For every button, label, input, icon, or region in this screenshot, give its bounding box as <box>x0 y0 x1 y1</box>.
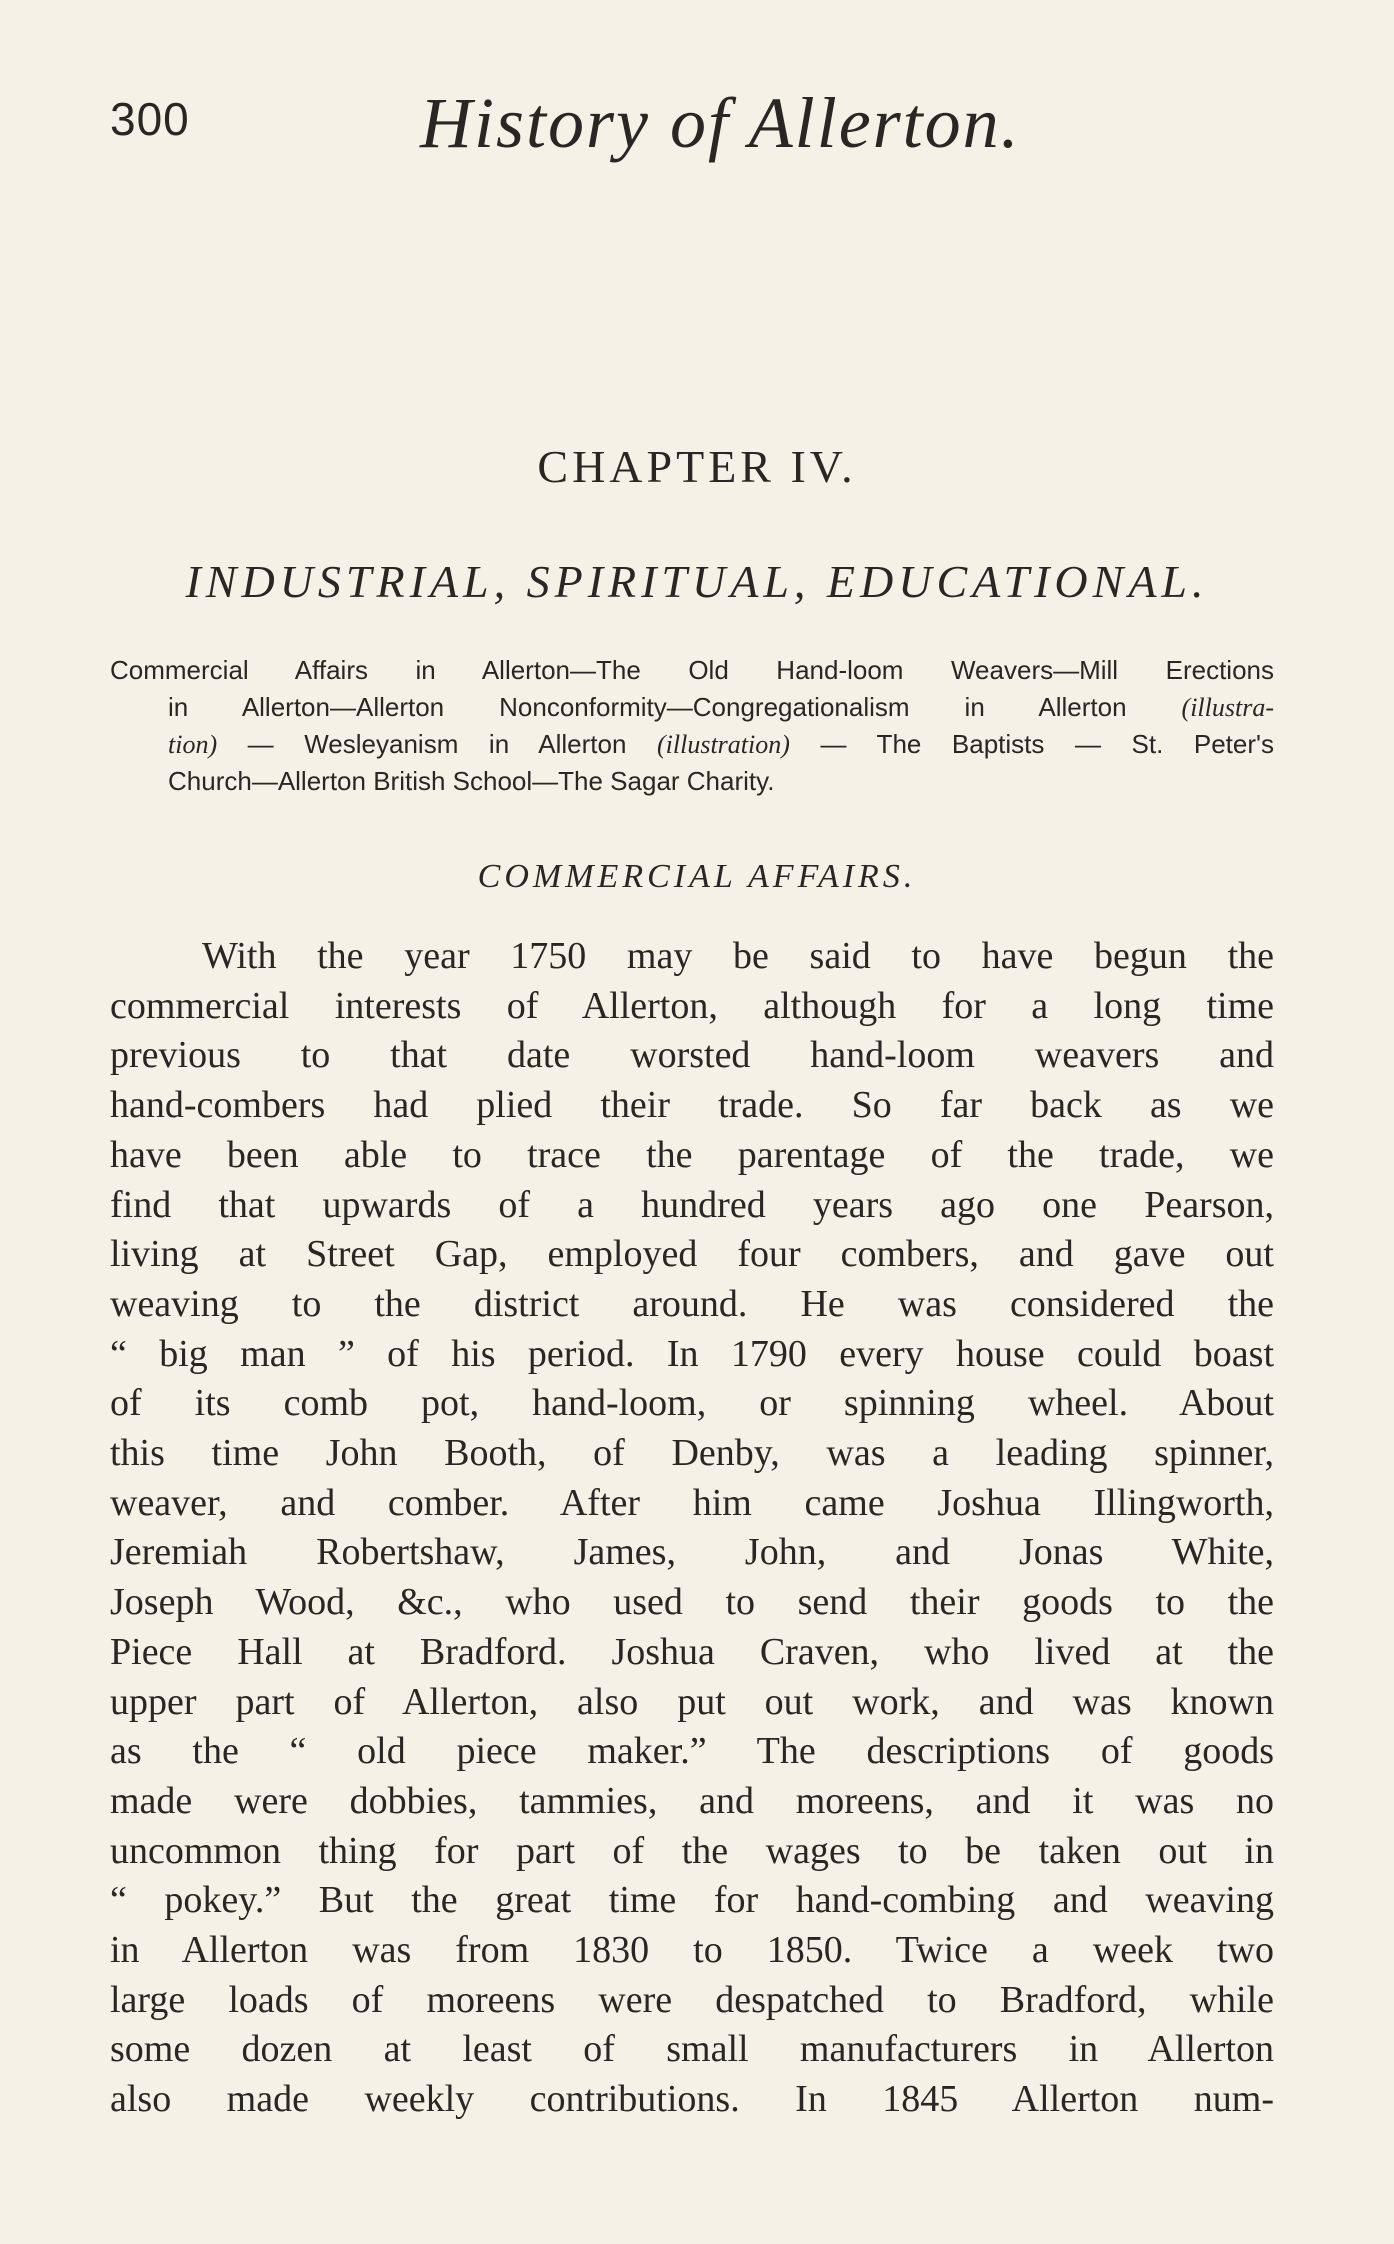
body-line: weaving to the district around. He was considered the <box>110 1282 1274 1325</box>
body-line: “ pokey.” But the great time for hand-combing and weaving <box>110 1879 1274 1922</box>
chapter-title: INDUSTRIAL, SPIRITUAL, EDUCATIONAL. <box>185 556 1209 607</box>
body-line: also made weekly contributions. In 1845 Allerton num- <box>110 2078 1274 2121</box>
running-title: History of Allerton. <box>420 83 1021 163</box>
body-line: in Allerton was from 1830 to 1850. Twice a week two <box>110 1929 1274 1972</box>
body-line: made were dobbies, tammies, and moreens, and it was no <box>110 1779 1274 1822</box>
chapter-synopsis <box>110 652 1274 800</box>
body-line: hand-combers had plied their trade. So far back as we <box>110 1084 1274 1127</box>
body-line: uncommon thing for part of the wages to be taken out in <box>110 1829 1274 1872</box>
synopsis-line-3-text-a: — Wesleyanism in Allerton <box>217 729 657 759</box>
synopsis-line-2-italic: (illustra- <box>1181 693 1274 722</box>
body-line: living at Street Gap, employed four combers, and gave out <box>110 1233 1274 1276</box>
synopsis-line-3-italic-b: (illustration) <box>657 730 790 759</box>
body-line: With the year 1750 may be said to have begun the <box>202 935 1274 977</box>
body-line: Jeremiah Robertshaw, James, John, and Jonas White, <box>110 1531 1274 1574</box>
body-line: weaver, and comber. After him came Joshua Illingworth, <box>110 1481 1274 1524</box>
section-heading: COMMERCIAL AFFAIRS. <box>477 858 917 895</box>
synopsis-line-4: Church—Allerton British School—The Sagar Charity. <box>168 766 775 796</box>
body-line: “ big man ” of his period. In 1790 every house could boast <box>110 1332 1274 1375</box>
synopsis-line-3 <box>110 726 1274 763</box>
body-line: this time John Booth, of Denby, was a leading spinner, <box>110 1432 1274 1475</box>
chapter-number: CHAPTER IV. <box>537 441 857 492</box>
synopsis-line-2 <box>110 689 1274 726</box>
body-line: some dozen at least of small manufacturers in Allerton <box>110 2028 1274 2071</box>
body-line: have been able to trace the parentage of the trade, we <box>110 1133 1274 1176</box>
synopsis-line-1: Commercial Affairs in Allerton—The Old Hand-loom Weavers—Mill Erections <box>110 655 1274 685</box>
body-line: large loads of moreens were despatched to Bradford, while <box>110 1978 1274 2021</box>
body-line: previous to that date worsted hand-loom weavers and <box>110 1034 1274 1077</box>
body-line: of its comb pot, hand-loom, or spinning wheel. About <box>110 1382 1274 1425</box>
body-paragraph <box>110 932 1274 2125</box>
synopsis-line-3-text-b: — The Baptists — St. Peter's <box>789 729 1274 759</box>
page-number: 300 <box>110 93 190 145</box>
body-line: as the “ old piece maker.” The descriptions of goods <box>110 1730 1274 1773</box>
synopsis-line-2-text: in Allerton—Allerton Nonconformity—Congregationalism in Allerton <box>168 692 1182 722</box>
body-line: commercial interests of Allerton, although for a long time <box>110 984 1274 1027</box>
synopsis-line-3-italic-a: tion) <box>168 730 218 759</box>
body-line: upper part of Allerton, also put out work, and was known <box>110 1680 1274 1723</box>
body-line: Joseph Wood, &c., who used to send their goods to the <box>110 1581 1274 1624</box>
body-line: Piece Hall at Bradford. Joshua Craven, who lived at the <box>110 1630 1274 1673</box>
body-line: find that upwards of a hundred years ago one Pearson, <box>110 1183 1274 1226</box>
